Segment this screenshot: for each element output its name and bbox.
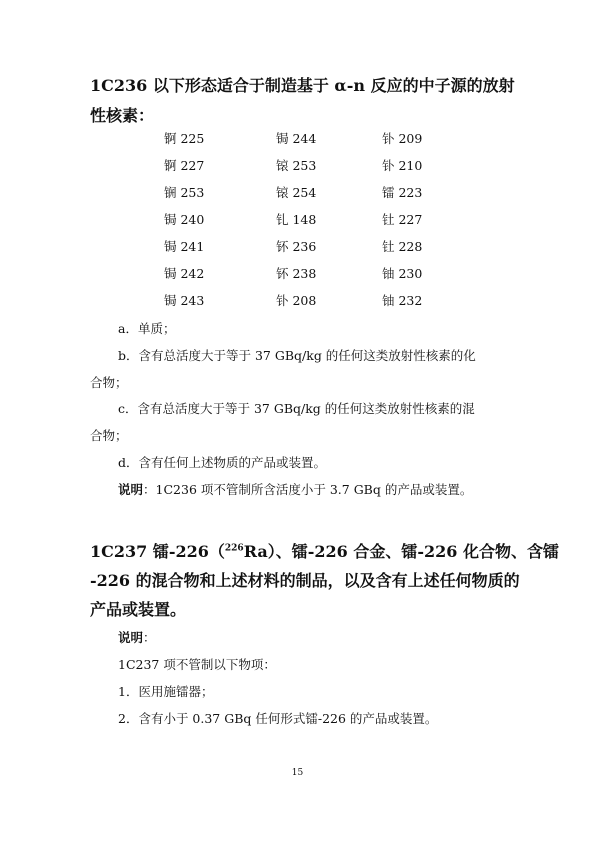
nuclide-cell: 镭 223 [382,185,423,200]
item-a: a．单质； [118,321,176,336]
nuclide-cell: 钍 228 [382,239,423,254]
nuclide-cell: 铀 230 [382,266,423,281]
note-colon: ： [143,630,156,645]
nuclide-cell: 钚 238 [276,266,317,281]
nuclide-cell: 铀 232 [382,293,423,308]
item-c-line1: c．含有总活度大于等于 37 GBq/kg 的任何这类放射性核素的混 [118,401,475,416]
item-c-line2: 合物； [90,428,128,443]
section-1c237-title-line3: 产品或装置。 [90,600,187,619]
nuclide-cell: 锔 243 [164,293,205,308]
note-label: 说明 [118,482,144,497]
section-1c236-title-line1: 1C236 以下形态适合于制造基于 α-n 反应的中子源的放射 [90,76,515,95]
nuclide-cell: 钍 227 [382,212,423,227]
nuclide-cell: 锔 240 [164,212,205,227]
nuclide-cell: 锔 241 [164,239,205,254]
item-b-line2: 合物； [90,375,128,390]
note-label: 说明 [118,630,144,645]
note-text: ：1C236 项不管制所含活度小于 3.7 GBq 的产品或装置。 [143,482,473,497]
section-1c237-title-line1 [90,538,559,566]
nuclide-cell: 钋 210 [382,158,423,173]
nuclide-cell: 锔 244 [276,131,317,146]
section-1c236-note [118,482,472,498]
nuclide-cell: 锕 227 [164,158,205,173]
note-intro: 1C237 项不管制以下物项： [118,657,276,672]
note-item-1: 1．医用施镭器； [118,684,214,699]
note-item-2: 2．含有小于 0.37 GBq 任何形式镭-226 的产品或装置。 [118,711,438,726]
nuclide-cell: 钆 148 [276,212,317,227]
nuclide-cell: 钋 208 [276,293,317,308]
nuclide-cell: 锿 253 [276,158,317,173]
item-b-line1: b．含有总活度大于等于 37 GBq/kg 的任何这类放射性核素的化 [118,348,476,363]
section-1c237-note-heading [118,630,156,646]
isotope-mass-superscript: 226 [224,543,244,554]
nuclide-cell: 锕 225 [164,131,205,146]
nuclide-cell: 钋 209 [382,131,423,146]
page-number: 15 [291,768,304,778]
item-d: d．含有任何上述物质的产品或装置。 [118,455,327,470]
nuclide-cell: 锔 242 [164,266,205,281]
nuclide-cell: 锿 254 [276,185,317,200]
title-prefix: 1C237 镭-226（ [90,542,225,561]
section-1c237-title-line2: -226 的混合物和上述材料的制品，以及含有上述任何物质的 [90,571,520,590]
section-1c236-title-line2: 性核素： [90,106,155,125]
nuclide-cell: 锎 253 [164,185,205,200]
nuclide-cell: 钚 236 [276,239,317,254]
title-suffix: Ra）、镭-226 合金、镭-226 化合物、含镭 [243,542,559,561]
